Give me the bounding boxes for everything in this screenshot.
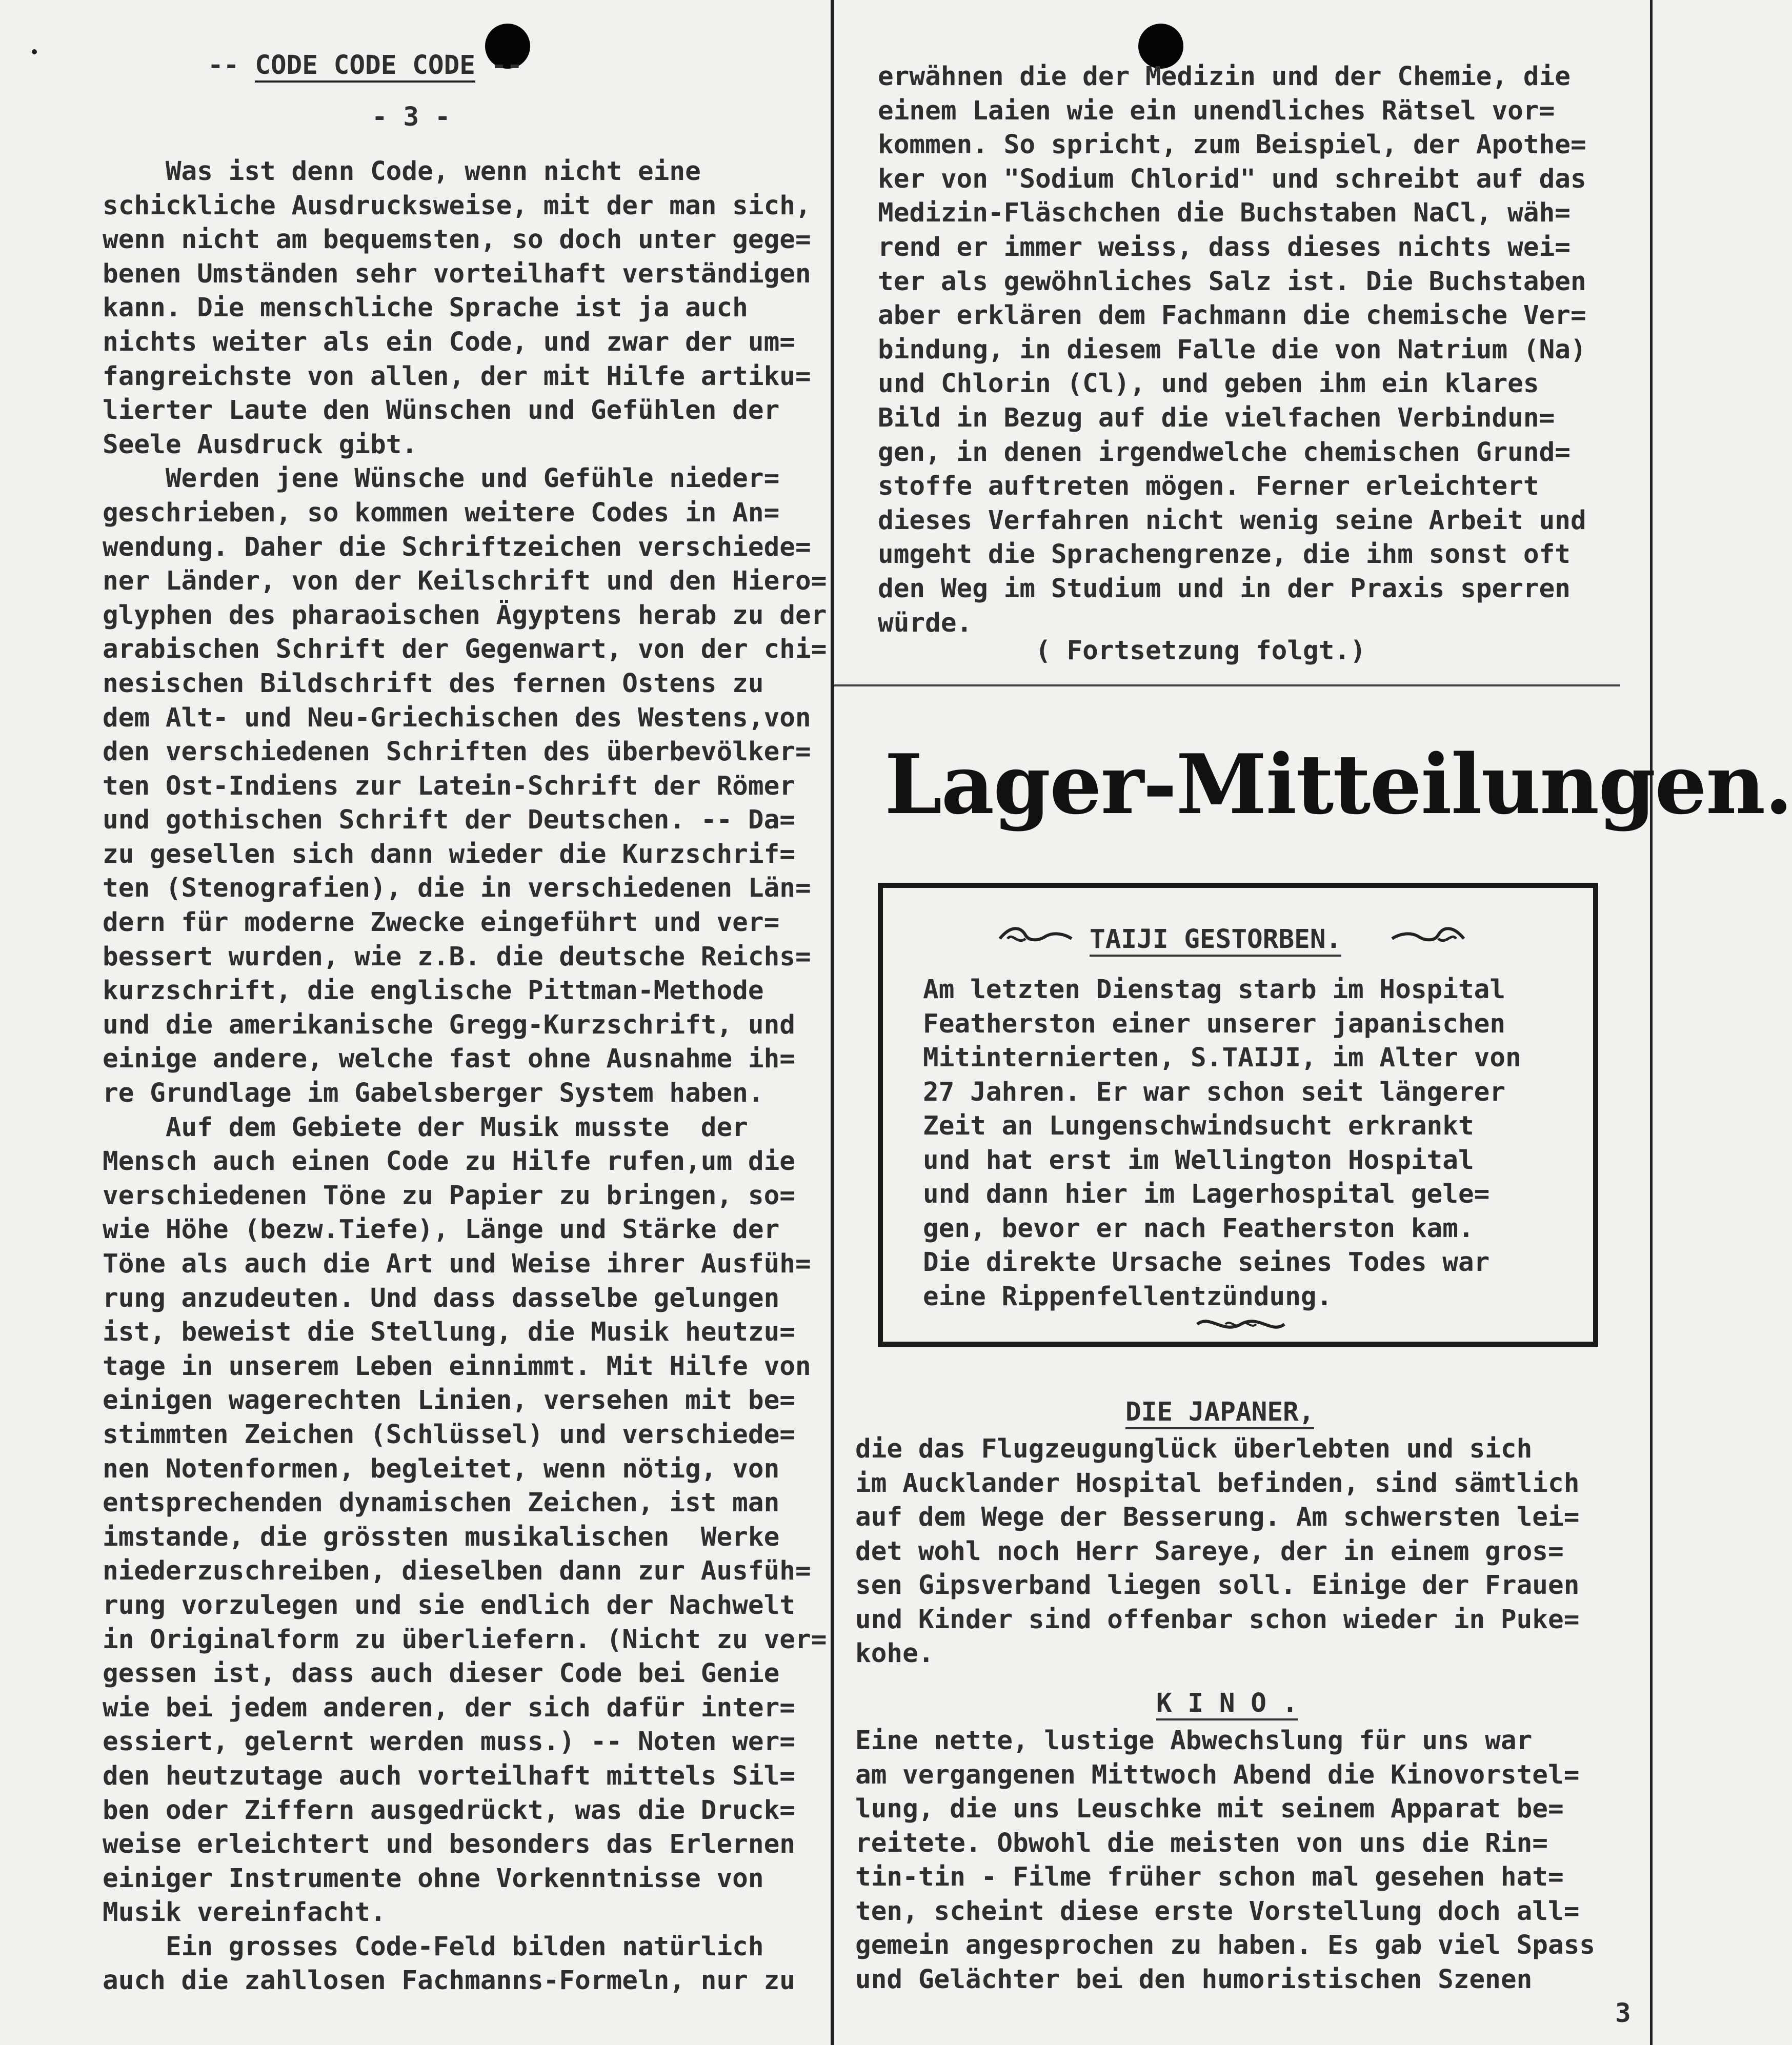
text-line: ist, beweist die Stellung, die Musik heutzu=: [103, 1317, 796, 1348]
text-line: ben oder Ziffern ausgedrückt, was die Druck=: [103, 1795, 796, 1826]
text-line: essiert, gelernt werden muss.) -- Noten wer=: [103, 1727, 796, 1757]
text-line: einigen wagerechten Linien, versehen mit be=: [103, 1385, 796, 1416]
text-line: bessert wurden, wie z.B. die deutsche Reichs=: [103, 941, 811, 972]
article-heading: [103, 49, 825, 83]
text-line: Ein grosses Code-Feld bilden natürlich: [103, 1931, 764, 1962]
text-line: Am letzten Dienstag starb im Hospital: [923, 975, 1506, 1005]
text-line: Die direkte Ursache seines Todes war: [923, 1247, 1490, 1278]
text-line: ten, scheint diese erste Vorstellung doch all=: [855, 1896, 1580, 1927]
text-line: nesischen Bildschrift des fernen Ostens zu: [103, 668, 764, 699]
text-line: entsprechenden dynamischen Zeichen, ist man: [103, 1488, 780, 1518]
flourish-left-icon: [997, 921, 1074, 951]
text-line: det wohl noch Herr Sareye, der in einem gros=: [855, 1536, 1564, 1567]
text-line: zu gesellen sich dann wieder die Kurzschrif=: [103, 839, 796, 869]
text-line: verschiedenen Töne zu Papier zu bringen, so=: [103, 1180, 796, 1211]
text-line: sen Gipsverband liegen soll. Einige der Frauen: [855, 1570, 1580, 1601]
text-line: wie bei jedem anderen, der sich dafür inter=: [103, 1692, 796, 1723]
japaner-body: [855, 1432, 1579, 1671]
text-line: und gothischen Schrift der Deutschen. -- Da=: [103, 805, 796, 836]
heading-prefix: --: [208, 50, 255, 80]
text-line: und Chlorin (Cl), und geben ihm ein klares: [878, 369, 1539, 399]
text-line: rung anzudeuten. Und dass dasselbe gelungen: [103, 1283, 780, 1313]
kino-heading: [1156, 1687, 1298, 1721]
text-line: ten (Stenografien), die in verschiedenen Län=: [103, 873, 811, 904]
text-line: und dann hier im Lagerhospital gele=: [923, 1179, 1490, 1209]
heading-suffix: --: [475, 50, 523, 80]
text-line: kohe.: [855, 1638, 934, 1669]
text-line: gemein angesprochen zu haben. Es gab viel Spass: [855, 1930, 1596, 1960]
text-line: dem Alt- und Neu-Griechischen des Westens,von: [103, 702, 811, 733]
text-line: Seele Ausdruck gibt.: [103, 429, 418, 460]
column-divider: [831, 0, 834, 2045]
page-number-bottom: 3: [1615, 1998, 1631, 2029]
text-line: und die amerikanische Gregg-Kurzschrift, und: [103, 1009, 796, 1040]
text-line: 27 Jahren. Er war schon seit längerer: [923, 1077, 1506, 1107]
text-line: ner Länder, von der Keilschrift und den Hiero=: [103, 566, 827, 597]
text-line: Mitinternierten, S.TAIJI, im Alter von: [923, 1043, 1521, 1073]
text-line: Zeit an Lungenschwindsucht erkrankt: [923, 1111, 1474, 1141]
text-line: auch die zahllosen Fachmanns-Formeln, nur zu: [103, 1966, 796, 1996]
text-line: aber erklären dem Fachmann die chemische Ver=: [878, 300, 1586, 331]
text-line: kann. Die menschliche Sprache ist ja auch: [103, 293, 748, 323]
text-line: im Aucklander Hospital befinden, sind sämtlich: [855, 1468, 1580, 1499]
text-line: die das Flugzeugunglück überlebten und sich: [855, 1434, 1533, 1464]
text-line: am vergangenen Mittwoch Abend die Kinovorstel=: [855, 1759, 1580, 1790]
text-line: niederzuschreiben, dieselben dann zur Ausfüh=: [103, 1556, 811, 1587]
text-line: würde.: [878, 608, 973, 638]
text-line: wenn nicht am bequemsten, so doch unter gege=: [103, 225, 811, 255]
text-line: gessen ist, dass auch dieser Code bei Genie: [103, 1658, 780, 1689]
text-line: lung, die uns Leuschke mit seinem Apparat be=: [855, 1794, 1564, 1824]
text-line: den verschiedenen Schriften des überbevölker=: [103, 737, 811, 767]
japaner-heading: [1125, 1395, 1314, 1430]
text-line: und Gelächter bei den humoristischen Szenen: [855, 1964, 1533, 1995]
text-line: und Kinder sind offenbar schon wieder in Puke=: [855, 1604, 1580, 1635]
text-line: einige andere, welche fast ohne Ausnahme ih=: [103, 1044, 796, 1075]
text-line: den heutzutage auch vorteilhaft mittels Sil=: [103, 1760, 796, 1791]
heading-words: CODE CODE CODE: [255, 50, 475, 83]
japaner-heading-text: DIE JAPANER,: [1125, 1397, 1314, 1429]
text-line: eine Rippenfellentzündung.: [923, 1281, 1333, 1312]
text-line: nichts weiter als ein Code, und zwar der um=: [103, 327, 796, 357]
text-line: tage in unserem Leben einnimmt. Mit Hilfe von: [103, 1351, 811, 1382]
text-line: weise erleichtert und besonders das Erlernen: [103, 1829, 796, 1860]
text-line: Featherston einer unserer japanischen: [923, 1008, 1506, 1039]
text-line: glyphen des pharaoischen Ägyptens herab zu der: [103, 600, 827, 631]
text-line: kurzschrift, die englische Pittman-Methode: [103, 976, 764, 1006]
text-line: auf dem Wege der Besserung. Am schwersten lei=: [855, 1502, 1580, 1532]
text-line: rung vorzulegen und sie endlich der Nachwelt: [103, 1590, 796, 1621]
text-line: Medizin-Fläschchen die Buchstaben NaCl, wäh=: [878, 198, 1571, 229]
text-line: Töne als auch die Art und Weise ihrer Ausfüh=: [103, 1249, 811, 1279]
text-line: re Grundlage im Gabelsberger System haben.: [103, 1078, 764, 1109]
text-line: einem Laien wie ein unendliches Rätsel vor=: [878, 95, 1555, 126]
text-line: ter als gewöhnliches Salz ist. Die Buchstaben: [878, 266, 1586, 297]
text-line: dieses Verfahren nicht wenig seine Arbeit und: [878, 505, 1586, 536]
text-line: Was ist denn Code, wenn nicht eine: [103, 156, 701, 187]
text-line: ten Ost-Indiens zur Latein-Schrift der Römer: [103, 771, 796, 801]
text-line: dern für moderne Zwecke eingeführt und ver=: [103, 907, 780, 938]
text-line: ker von "Sodium Chlorid" und schreibt auf das: [878, 164, 1586, 194]
text-line: erwähnen die der Medizin und der Chemie, die: [878, 62, 1571, 92]
text-line: fangreichste von allen, der mit Hilfe artiku=: [103, 361, 811, 392]
text-line: und hat erst im Wellington Hospital: [923, 1145, 1474, 1176]
stray-mark: [32, 49, 37, 54]
continuation-note: ( Fortsetzung folgt.): [878, 636, 1366, 666]
flourish-right-icon: [1390, 921, 1466, 951]
right-edge-line: [1650, 0, 1653, 2045]
text-line: umgeht die Sprachengrenze, die ihm sonst oft: [878, 539, 1571, 570]
text-line: gen, bevor er nach Featherston kam.: [923, 1213, 1474, 1244]
text-line: tin-tin - Filme früher schon mal gesehen hat=: [855, 1862, 1564, 1892]
text-line: imstande, die grössten musikalischen Werke: [103, 1522, 780, 1552]
obituary-heading: [1090, 923, 1341, 957]
flourish-bottom-icon: [1195, 1311, 1287, 1337]
text-line: Mensch auch einen Code zu Hilfe rufen,um die: [103, 1146, 796, 1177]
text-line: Werden jene Wünsche und Gefühle nieder=: [103, 463, 780, 494]
text-line: einiger Instrumente ohne Vorkenntnisse von: [103, 1863, 764, 1894]
text-line: wendung. Daher die Schriftzeichen verschiede=: [103, 532, 811, 562]
text-line: geschrieben, so kommen weitere Codes in An=: [103, 497, 780, 528]
text-line: stoffe auftreten mögen. Ferner erleichtert: [878, 471, 1539, 502]
code-article-right-column: [878, 60, 1586, 640]
text-line: stimmten Zeichen (Schlüssel) und verschiede=: [103, 1419, 796, 1450]
text-line: Musik vereinfacht.: [103, 1897, 386, 1928]
code-article-left-column: [103, 155, 827, 1998]
text-line: in Originalform zu überliefern. (Nicht zu ver=: [103, 1624, 827, 1655]
text-line: Eine nette, lustige Abwechslung für uns war: [855, 1726, 1533, 1756]
section-divider: [834, 684, 1620, 686]
text-line: wie Höhe (bezw.Tiefe), Länge und Stärke der: [103, 1214, 780, 1245]
text-line: bindung, in diesem Falle die von Natrium (Na): [878, 334, 1586, 365]
text-line: lierter Laute den Wünschen und Gefühlen der: [103, 395, 780, 426]
text-line: kommen. So spricht, zum Beispiel, der Apothe=: [878, 130, 1586, 160]
section-title-lager-mitteilungen: Lager-Mitteilungen.: [884, 736, 1792, 833]
text-line: Auf dem Gebiete der Musik musste der: [103, 1112, 748, 1143]
text-line: gen, in denen irgendwelche chemischen Grund=: [878, 437, 1571, 468]
obituary-heading-text: TAIJI GESTORBEN.: [1090, 924, 1341, 957]
text-line: benen Umständen sehr vorteilhaft verständigen: [103, 258, 811, 289]
text-line: reitete. Obwohl die meisten von uns die Rin=: [855, 1828, 1548, 1858]
text-line: den Weg im Studium und in der Praxis sperren: [878, 573, 1571, 604]
kino-body: [855, 1724, 1595, 1997]
text-line: arabischen Schrift der Gegenwart, von der chi=: [103, 634, 827, 665]
text-line: rend er immer weiss, dass dieses nichts wei=: [878, 232, 1571, 262]
text-line: Bild in Bezug auf die vielfachen Verbindun=: [878, 402, 1555, 433]
text-line: schickliche Ausdrucksweise, mit der man sich,: [103, 190, 811, 221]
kino-heading-text: K I N O .: [1156, 1688, 1298, 1720]
page-number-top: - 3 -: [372, 102, 451, 132]
text-line: nen Notenformen, begleitet, wenn nötig, von: [103, 1453, 780, 1484]
obituary-body: [923, 973, 1521, 1314]
